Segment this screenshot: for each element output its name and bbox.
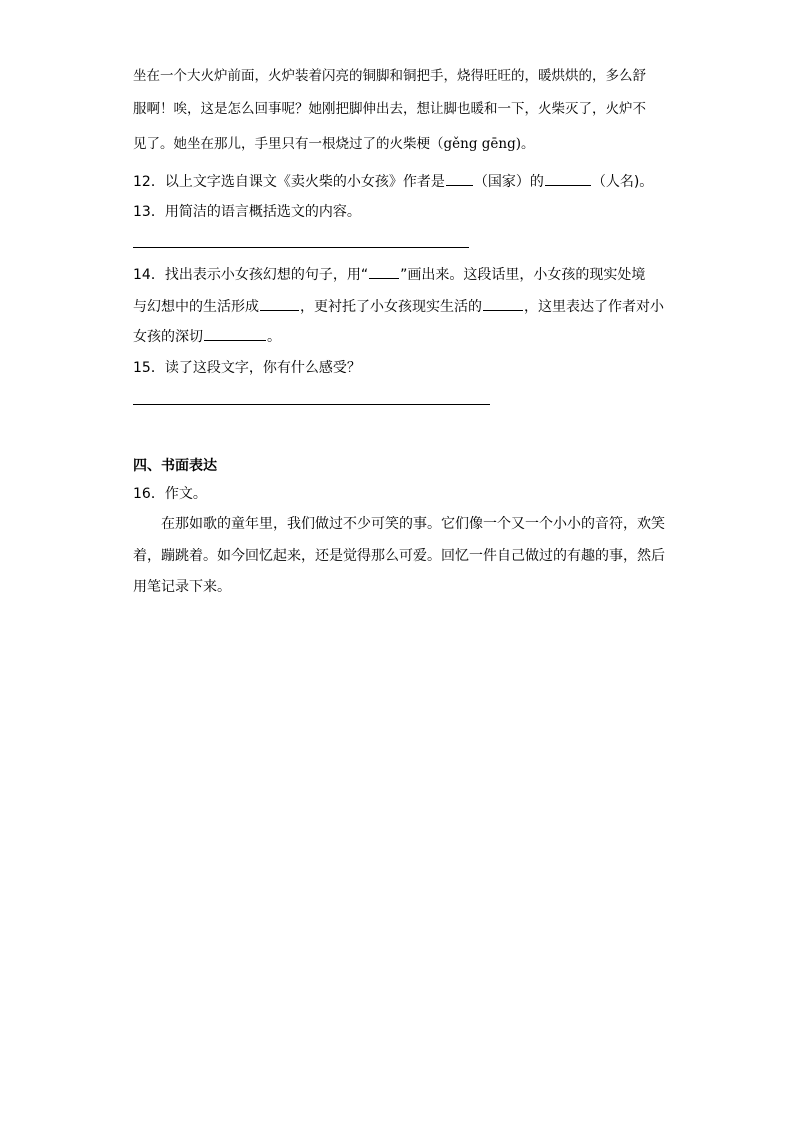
q15-answer-line[interactable]: [133, 404, 490, 405]
passage-line-3: 见了。她坐在那儿，手里只有一根烧过了的火柴梗（gěng gēng)。: [133, 136, 535, 152]
q14-text-6: 女孩的深切: [133, 329, 203, 345]
section-4-title: 四、书面表达: [133, 458, 217, 474]
essay-prompt-line-1: 在那如歌的童年里，我们做过不少可笑的事。它们像一个又一个小小的音符，欢笑: [161, 516, 665, 532]
essay-prompt-line-3: 用笔记录下来。: [133, 579, 231, 595]
q14-text-3: 与幻想中的生活形成: [133, 299, 259, 315]
question-13: 13．用简洁的语言概括选文的内容。: [133, 204, 361, 220]
q12-text-2: （国家）的: [473, 174, 544, 190]
q12-text-1: 12．以上文字选自课文《卖火柴的小女孩》作者是: [133, 174, 445, 190]
q14-text-7: 。: [267, 329, 281, 345]
question-14-line-2: [133, 296, 664, 317]
q14-text-4: ，更衬托了小女孩现实生活的: [300, 299, 482, 315]
q14-text-5: ，这里表达了作者对小: [524, 299, 664, 315]
question-14-line-3: [133, 326, 281, 347]
q14-blank-feeling[interactable]: [204, 326, 266, 341]
q14-blank-life[interactable]: [483, 296, 523, 311]
q12-text-3: （人名)。: [591, 174, 654, 190]
q12-blank-country[interactable]: [446, 171, 473, 186]
essay-prompt-line-2: 着，蹦跳着。如今回忆起来，还是觉得那么可爱。回忆一件自己做过的有趣的事，然后: [133, 548, 665, 564]
q12-blank-name[interactable]: [545, 171, 591, 186]
question-16-label: 16．作文。: [133, 486, 207, 502]
q14-blank-mark[interactable]: [369, 264, 399, 279]
passage-line-1: 坐在一个大火炉前面，火炉装着闪亮的铜脚和铜把手，烧得旺旺的，暖烘烘的，多么舒: [133, 68, 646, 84]
passage-line-2: 服啊！唉，这是怎么回事呢？她刚把脚伸出去，想让脚也暖和一下，火柴灭了，火炉不: [133, 101, 646, 117]
q13-answer-line[interactable]: [133, 247, 469, 248]
q14-blank-contrast[interactable]: [260, 296, 299, 311]
q14-text-2: ”画出来。这段话里，小女孩的现实处境: [400, 267, 646, 283]
question-12: [133, 171, 653, 192]
q14-text-1: 14．找出表示小女孩幻想的句子，用“: [133, 267, 369, 283]
question-14-line-1: [133, 264, 645, 285]
question-15: 15．读了这段文字，你有什么感受？: [133, 360, 361, 376]
